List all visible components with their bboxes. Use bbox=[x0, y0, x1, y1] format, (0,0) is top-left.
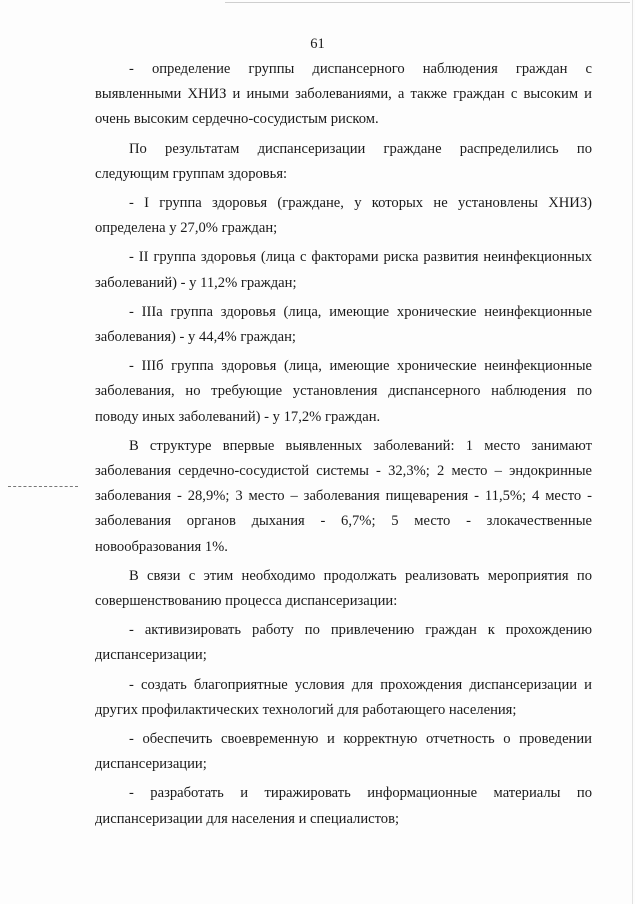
scan-top-edge bbox=[225, 2, 630, 3]
paragraph-group-2: - II группа здоровья (лица с факторами риска развития неинфекционных заболеваний) - у 11,2% граждан; bbox=[95, 249, 592, 291]
paragraph-measure-reporting: - обеспечить своевременную и корректную отчетность о проведении диспансеризации; bbox=[95, 731, 592, 773]
body-text bbox=[95, 57, 592, 832]
paragraph-disease-structure: В структуре впервые выявленных заболеваний: 1 место занимают заболевания сердечно-сосудистой системы - 32,3%; 2 место – эндокринные заболевания - 28,9%; 3 место – заболевания пищеварения - 11,5%; 4 место - заболевания органов дыхания - 6,7%; 5 место - злокачественные новообразования 1%. bbox=[95, 437, 592, 555]
paragraph-measures-intro: В связи с этим необходимо продолжать реализовать мероприятия по совершенствованию процесса диспансеризации: bbox=[95, 567, 592, 610]
paragraph-measure-materials: - разработать и тиражировать информационные материалы по диспансеризации для населения и специалистов; bbox=[95, 785, 592, 827]
paragraph-measure-conditions: - создать благоприятные условия для прохождения диспансеризации и других профилактических технологий для работающего населения; bbox=[95, 676, 592, 718]
scan-right-edge bbox=[632, 0, 633, 904]
paragraph-determination: - определение группы диспансерного наблюдения граждан с выявленными ХНИЗ и иными заболеваниями, а также граждан с высоким и очень высоким сердечно-сосудистым риском. bbox=[95, 61, 592, 128]
paragraph-group-3a: - IIIа группа здоровья (лица, имеющие хронические неинфекционные заболевания) - у 44,4% граждан; bbox=[95, 303, 592, 346]
paragraph-results-intro: По результатам диспансеризации граждане распределились по следующим группам здоровья: bbox=[95, 140, 592, 182]
paragraph-group-1: - I группа здоровья (граждане, у которых не установлены ХНИЗ) определена у 27,0% граждан; bbox=[95, 195, 592, 237]
paragraph-measure-activate: - активизировать работу по привлечению граждан к прохождению диспансеризации; bbox=[95, 622, 592, 664]
paragraph-group-3b: - IIIб группа здоровья (лица, имеющие хронические неинфекционные заболевания, но требующие установления диспансерного наблюдения по поводу иных заболеваний) - у 17,2% граждан. bbox=[95, 358, 592, 425]
page-number: 61 bbox=[310, 36, 325, 52]
scan-margin-mark bbox=[8, 486, 78, 488]
